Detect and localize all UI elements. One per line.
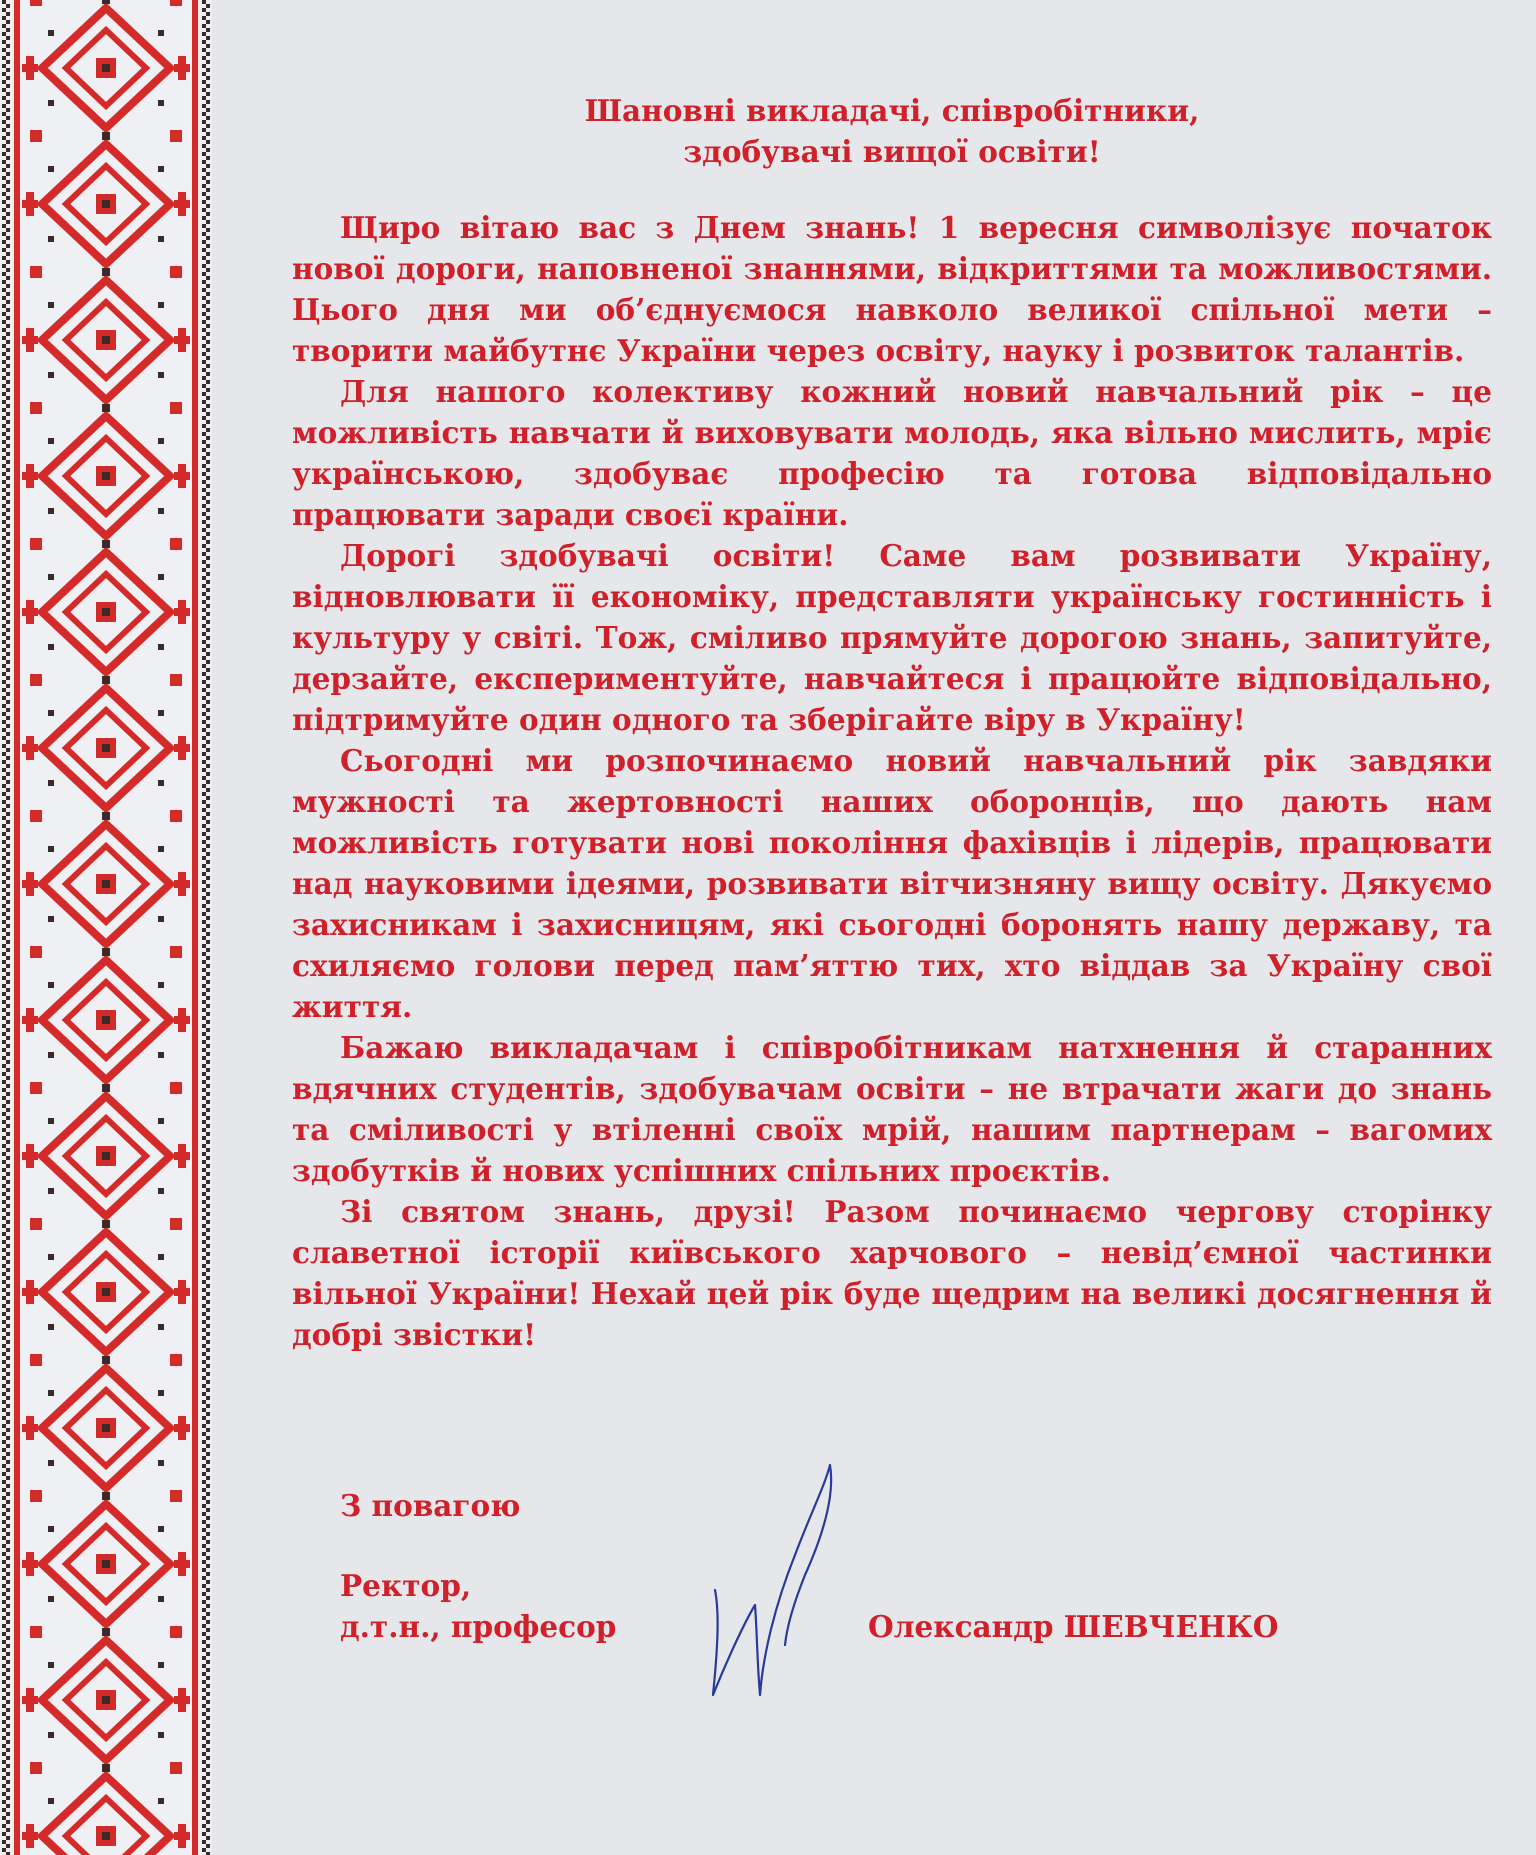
paragraph-6: Зі святом знань, друзі! Разом починаємо чергову сторінку славетної історії київського харчового – невід’ємної частинки вільної України! Нехай цей рік буде щедрим на великі досягнення й добрі звістки! <box>292 1194 1492 1352</box>
paragraph-3: Дорогі здобувачі освіти! Саме вам розвивати Україну, відновлювати її економіку, представляти українську гостинність і культуру у світі. Тож, сміливо прямуйте дорогою знань, запитуйте, дерзайте, експериментуйте, навчайтеся і працюйте відповідально, підтримуйте один одного та зберігайте віру в Україну! <box>292 538 1492 737</box>
greeting-line-1: Шановні викладачі, співробітники, <box>584 93 1200 128</box>
signer-title-line-2: д.т.н., професор <box>340 1609 617 1644</box>
signer-name: Олександр ШЕВЧЕНКО <box>868 1609 1279 1644</box>
embroidery-ornament-border <box>0 0 212 1855</box>
handwritten-signature-icon <box>695 1455 875 1705</box>
ornament-pattern-icon <box>0 0 212 1855</box>
paragraph-4: Сьогодні ми розпочинаємо новий навчальний рік завдяки мужності та жертовності наших оборонців, що дають нам можливість готувати нові покоління фахівців і лідерів, працювати над науковими ідеями, розвивати вітчизняну вищу освіту. Дякуємо захисникам і захисницям, які сьогодні боронять нашу державу, та схиляємо голови перед пам’яттю тих, хто віддав за Україну свої життя. <box>292 743 1492 1024</box>
letter-content <box>292 90 1492 1355</box>
paragraph-5: Бажаю викладачам і співробітникам натхнення й старанних вдячних студентів, здобувачам освіти – не втрачати жаги до знань та сміливості у втіленні своїх мрій, нашим партнерам – вагомих здобутків й нових успішних спільних проєктів. <box>292 1030 1492 1188</box>
paragraph-1: Щиро вітаю вас з Днем знань! 1 вересня символізує початок нової дороги, наповненої знаннями, відкриттями та можливостями. Цього дня ми об’єднуємося навколо великої спільної мети – творити майбутнє України через освіту, науку і розвиток талантів. <box>292 210 1492 368</box>
greeting <box>292 90 1492 172</box>
paragraph-2: Для нашого колективу кожний новий навчальний рік – це можливість навчати й виховувати молодь, яка вільно мислить, мріє українською, здобуває професію та готова відповідально працювати заради своєї країни. <box>292 374 1492 532</box>
closing-phrase: З повагою <box>340 1488 521 1523</box>
greeting-line-2: здобувачі вищої освіти! <box>683 134 1101 169</box>
signer-title-line-1: Ректор, <box>340 1568 472 1603</box>
signer-title <box>340 1565 616 1647</box>
letter-body <box>292 207 1492 1355</box>
